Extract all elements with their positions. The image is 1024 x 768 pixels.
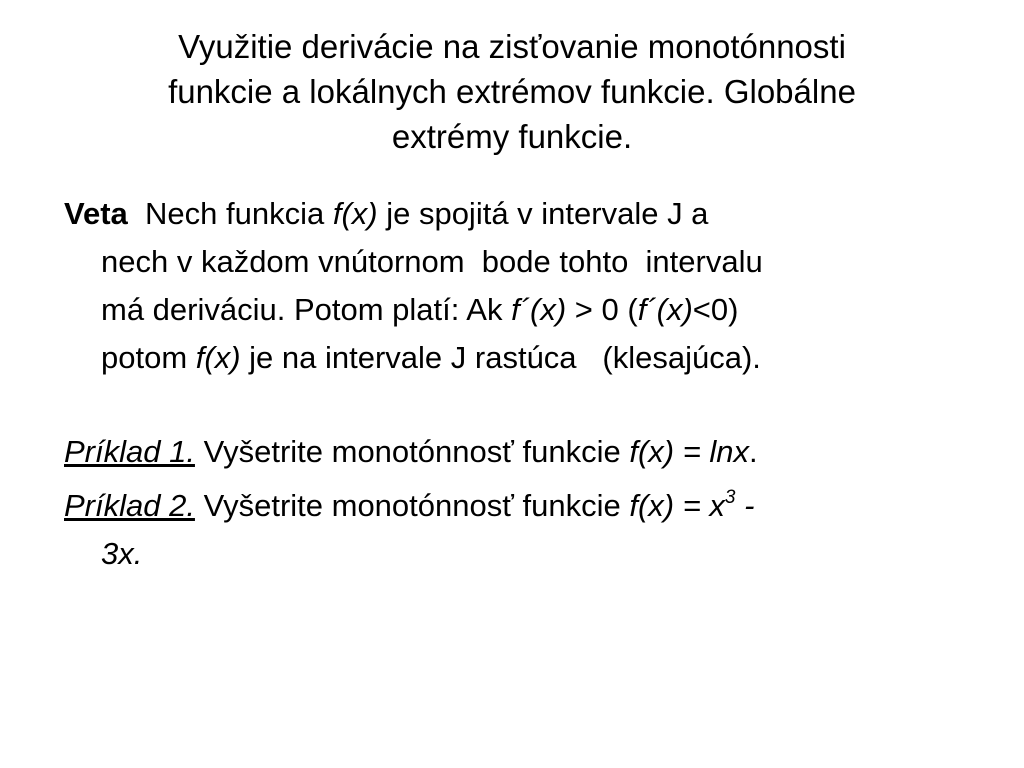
example-1-line bbox=[64, 428, 964, 476]
theorem-text-4b: je na intervale J rastúca (klesajúca). bbox=[240, 340, 761, 375]
example-1-text: Vyšetrite monotónnosť funkcie bbox=[194, 434, 630, 469]
theorem-text-3a: má deriváciu. Potom platí: Ak bbox=[101, 292, 512, 327]
theorem-derivative-1: f´(x) bbox=[511, 292, 567, 327]
title-line-1: Využitie derivácie na zisťovanie monotónnosti bbox=[178, 28, 846, 65]
example-2-line-2 bbox=[101, 530, 964, 578]
example-1-label: Príklad 1. bbox=[64, 434, 195, 469]
title-line-3: extrémy funkcie. bbox=[391, 118, 633, 155]
theorem-text-1a: Nech funkcia bbox=[127, 196, 333, 231]
theorem-fx-2: f(x) bbox=[195, 340, 241, 375]
example-2-exponent: 3 bbox=[724, 487, 736, 508]
spacer bbox=[64, 382, 964, 428]
example-1-end: . bbox=[749, 434, 758, 469]
example-2-formula-end: - bbox=[735, 488, 755, 523]
theorem-line-1 bbox=[64, 190, 964, 238]
theorem-paragraph bbox=[64, 190, 964, 382]
theorem-fx-1: f(x) bbox=[332, 196, 378, 231]
theorem-text-1b: je spojitá v intervale J a bbox=[377, 196, 709, 231]
slide-title bbox=[80, 24, 944, 159]
example-2-paragraph bbox=[64, 482, 964, 578]
theorem-line-2: nech v každom vnútornom bode tohto intervalu bbox=[101, 244, 763, 279]
theorem-label: Veta bbox=[64, 196, 128, 231]
theorem-text-3b: > 0 ( bbox=[566, 292, 638, 327]
example-1-paragraph bbox=[64, 428, 964, 476]
theorem-text-3c: <0) bbox=[692, 292, 739, 327]
example-1-formula: f(x) = lnx bbox=[629, 434, 750, 469]
theorem-derivative-2: f´(x) bbox=[637, 292, 693, 327]
example-2-text: Vyšetrite monotónnosť funkcie bbox=[194, 488, 630, 523]
theorem-line-4 bbox=[101, 334, 964, 382]
title-line-2: funkcie a lokálnych extrémov funkcie. Globálne bbox=[168, 73, 856, 110]
slide-body bbox=[64, 190, 964, 578]
theorem-line-3 bbox=[101, 286, 964, 334]
example-2-label: Príklad 2. bbox=[64, 488, 195, 523]
example-2-formula: f(x) = x bbox=[629, 488, 725, 523]
theorem-text-4a: potom bbox=[101, 340, 196, 375]
example-2-line-1 bbox=[64, 482, 964, 530]
example-2-formula-line-2: 3x. bbox=[101, 536, 143, 571]
